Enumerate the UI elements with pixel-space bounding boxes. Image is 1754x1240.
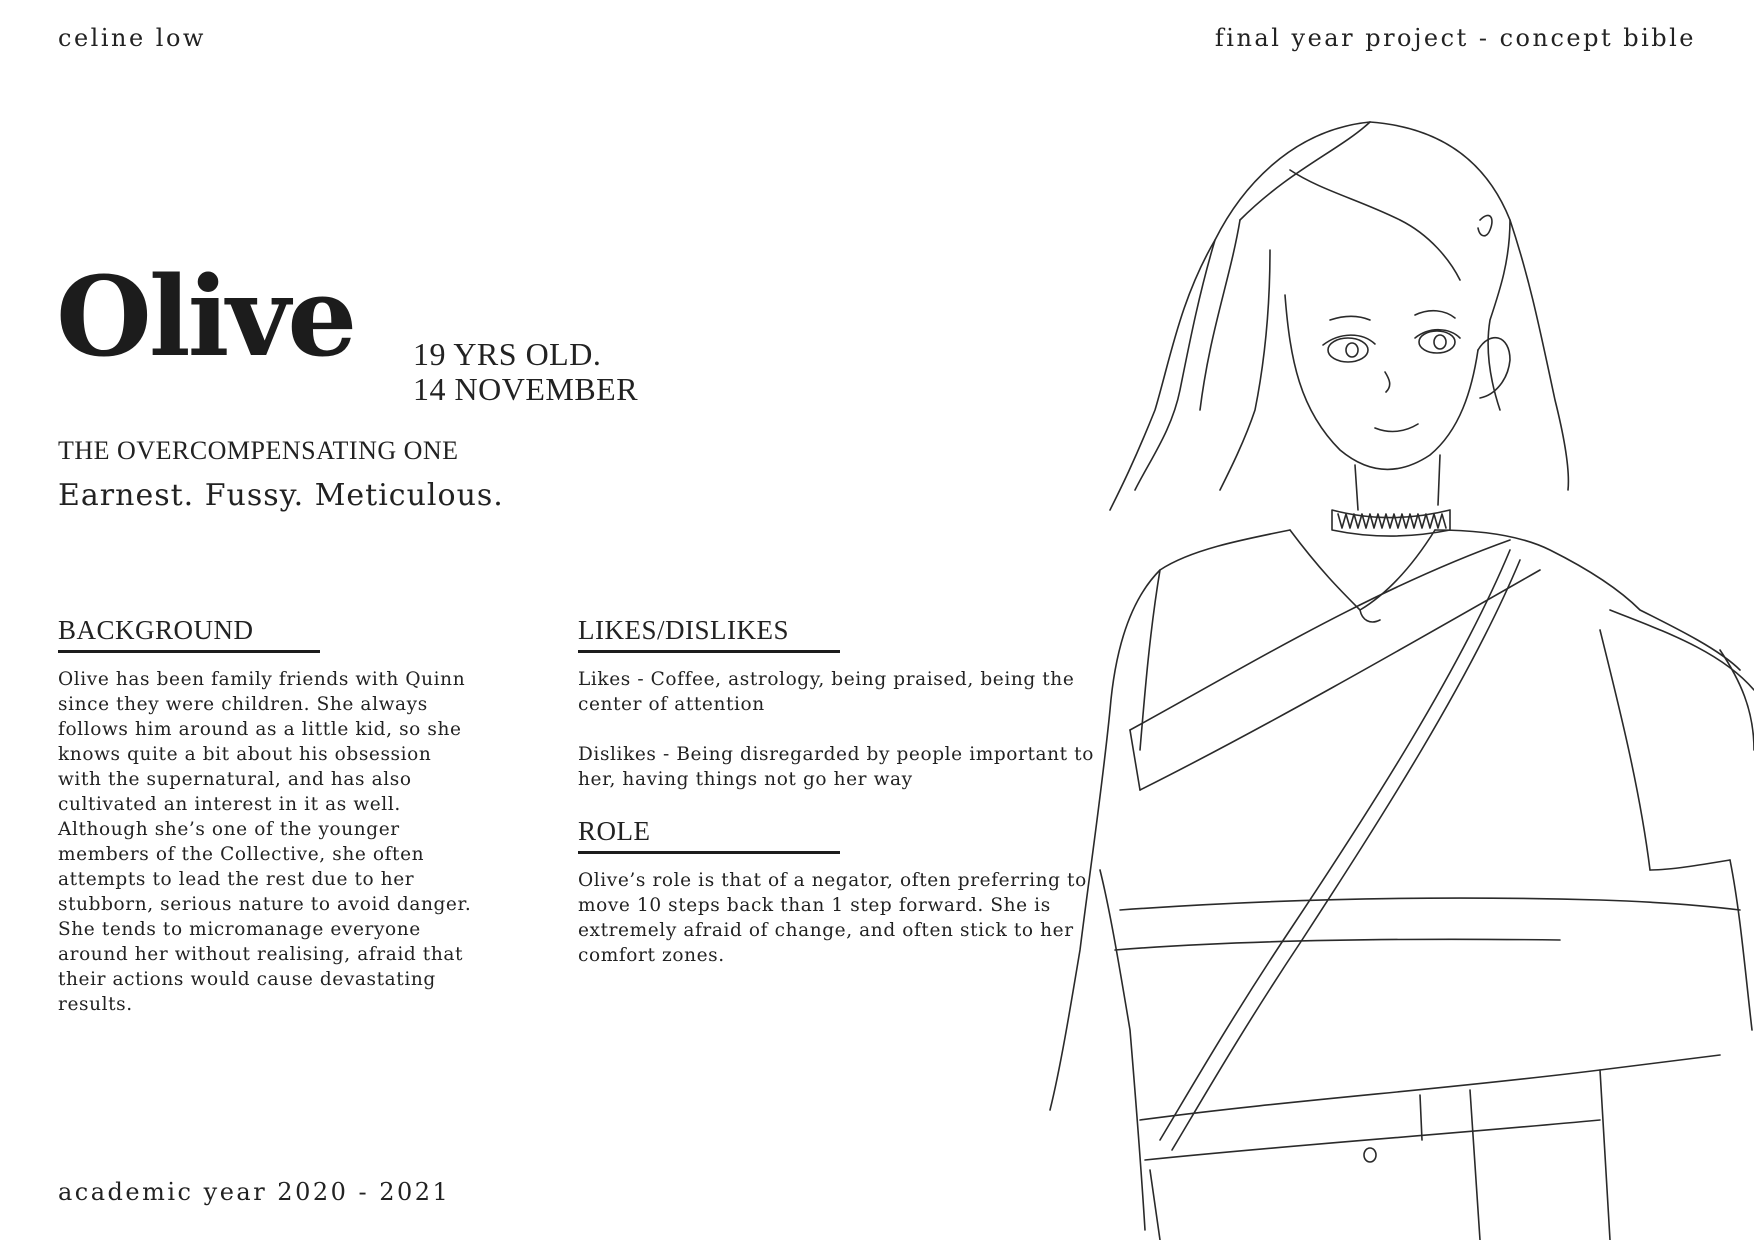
background-heading: BACKGROUND [58, 617, 320, 653]
character-age: 19 YRS OLD. [413, 336, 602, 372]
torso-outline [1050, 530, 1290, 1110]
bag-strap [1160, 550, 1510, 1140]
hair-outline [1110, 122, 1370, 510]
likes-text: Likes - Coffee, astrology, being praised, being the center of attention [578, 669, 1075, 715]
waistband [1140, 1055, 1720, 1120]
dislikes-text: Dislikes - Being disregarded by people important to her, having things not go her way [578, 744, 1094, 790]
character-sketch-illustration [1040, 110, 1754, 1240]
face-outline [1285, 295, 1478, 469]
project-title: final year project - concept bible [1214, 24, 1696, 52]
character-subtitle: THE OVERCOMPENSATING ONE [58, 436, 459, 465]
character-birthday: 14 NOVEMBER [413, 371, 639, 407]
character-name: Olive [56, 252, 355, 381]
likes-dislikes-heading: LIKES/DISLIKES [578, 617, 840, 653]
author-name: celine low [58, 24, 206, 52]
hair-clip [1478, 215, 1492, 235]
character-traits: Earnest. Fussy. Meticulous. [58, 478, 504, 513]
background-text: Olive has been family friends with Quinn since they were children. She always follows him around as a little kid, so she knows quite a bit about his obsession with the supernatural, and has also cultivated an interest in it as well. Although she’s one of the younger members of the Collective, she often attempts to lead the rest due to her stubborn, serious nature to avoid danger. She tends to micromanage everyone around her without realising, afraid that their actions would cause devastating results. [58, 669, 472, 1015]
role-heading: ROLE [578, 818, 840, 854]
role-text: Olive’s role is that of a negator, often preferring to move 10 steps back than 1 step forward. She is extremely afraid of change, and often stick to her comfort zones. [578, 870, 1087, 966]
academic-year: academic year 2020 - 2021 [58, 1178, 451, 1206]
